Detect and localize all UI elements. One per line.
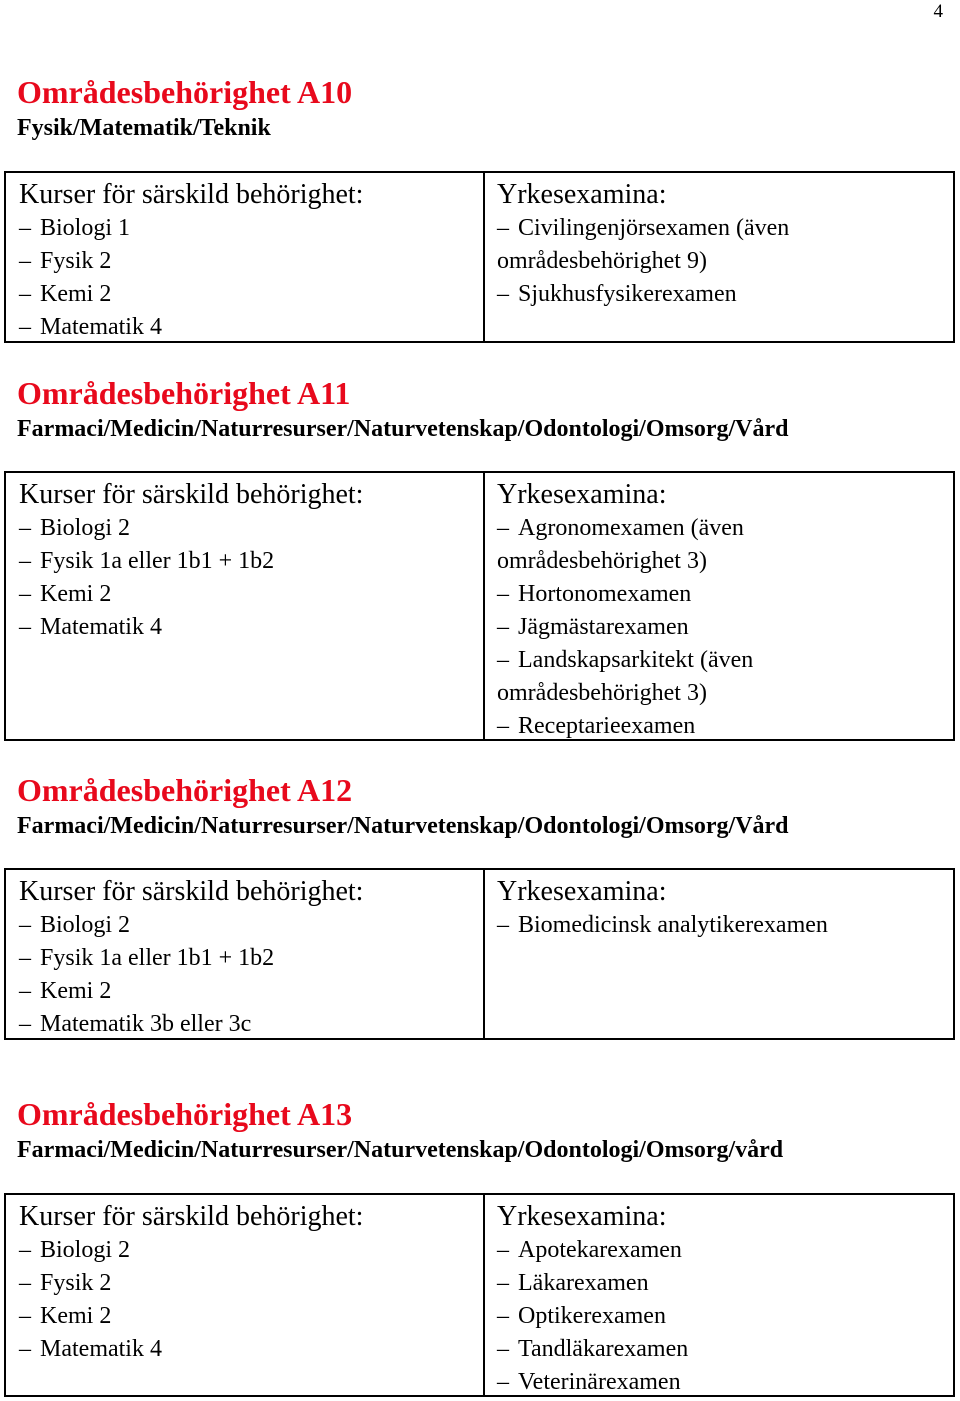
course-item [19,1333,483,1366]
dash-bullet: – [19,1237,31,1263]
dash-bullet: – [19,1270,31,1296]
requirements-table [4,171,955,343]
degree-label: Hortonomexamen [518,581,692,607]
degree-item [497,212,953,245]
degree-label: Läkarexamen [518,1270,649,1296]
course-label: Matematik 4 [40,314,162,340]
dash-bullet: – [19,248,31,274]
dash-bullet: – [497,1237,509,1263]
dash-bullet: – [497,1303,509,1329]
degree-item [497,1366,953,1399]
course-label: Biologi 2 [40,912,131,938]
course-item [19,212,483,245]
courses-column [6,473,485,739]
dash-bullet: – [19,978,31,1004]
course-item [19,545,483,578]
section-subtitle: Fysik/Matematik/Teknik [17,115,271,141]
degree-item [497,611,953,644]
course-item [19,512,483,545]
degree-item [497,578,953,611]
degree-item [497,1333,953,1366]
courses-list [19,1234,483,1366]
course-item [19,909,483,942]
course-item [19,611,483,644]
dash-bullet: – [19,1011,31,1037]
dash-bullet: – [497,515,509,541]
degree-label: Receptarieexamen [518,713,696,739]
degree-item [497,909,953,942]
dash-bullet: – [497,912,509,938]
degrees-column [485,1195,953,1395]
degree-item [497,1234,953,1267]
degrees-column [485,173,953,341]
degree-label: Veterinärexamen [518,1369,681,1395]
dash-bullet: – [497,1336,509,1362]
section-title: Områdesbehörighet A12 [17,772,353,808]
dash-bullet: – [497,713,509,739]
course-label: Fysik 2 [40,1270,112,1296]
courses-column [6,870,485,1038]
degrees-column [485,473,953,739]
courses-heading: Kurser för särskild behörighet: [19,179,364,210]
course-item [19,1008,483,1041]
dash-bullet: – [19,215,31,241]
courses-list [19,212,483,344]
degrees-column [485,870,953,1038]
section-subtitle: Farmaci/Medicin/Naturresurser/Naturvetenskap/Odontologi/Omsorg/Vård [17,416,789,442]
dash-bullet: – [19,1336,31,1362]
degrees-heading: Yrkesexamina: [497,479,667,510]
degree-label: Landskapsarkitekt (även [518,647,754,673]
dash-bullet: – [497,1369,509,1395]
degree-item [497,1300,953,1333]
dash-bullet: – [19,912,31,938]
degrees-heading: Yrkesexamina: [497,876,667,907]
degree-item [497,245,953,278]
course-label: Kemi 2 [40,978,112,1004]
degrees-list [497,212,953,311]
degree-label: Civilingenjörsexamen (även [518,215,790,241]
dash-bullet: – [497,1270,509,1296]
degree-item [497,512,953,545]
requirements-table [4,471,955,741]
dash-bullet: – [497,647,509,673]
courses-list [19,512,483,644]
course-item [19,578,483,611]
dash-bullet: – [19,1303,31,1329]
section-subtitle: Farmaci/Medicin/Naturresurser/Naturvetenskap/Odontologi/Omsorg/Vård [17,813,789,839]
course-label: Biologi 1 [40,215,131,241]
degree-item [497,710,953,743]
degree-label: Optikerexamen [518,1303,666,1329]
course-item [19,311,483,344]
course-item [19,1267,483,1300]
degree-item [497,644,953,677]
courses-heading: Kurser för särskild behörighet: [19,479,364,510]
dash-bullet: – [497,281,509,307]
dash-bullet: – [19,614,31,640]
dash-bullet: – [19,581,31,607]
course-label: Fysik 2 [40,248,112,274]
course-label: Kemi 2 [40,581,112,607]
degree-label: Tandläkarexamen [518,1336,689,1362]
dash-bullet: – [497,614,509,640]
degrees-heading: Yrkesexamina: [497,179,667,210]
degree-label: områdesbehörighet 3) [497,548,707,574]
course-item [19,1300,483,1333]
section-title: Områdesbehörighet A11 [17,375,351,411]
section-subtitle: Farmaci/Medicin/Naturresurser/Naturvetenskap/Odontologi/Omsorg/vård [17,1137,784,1163]
page-number: 4 [933,1,943,22]
degree-label: Agronomexamen (även [518,515,744,541]
course-label: Matematik 4 [40,1336,162,1362]
degrees-heading: Yrkesexamina: [497,1201,667,1232]
dash-bullet: – [19,281,31,307]
degree-item [497,545,953,578]
degree-label: områdesbehörighet 9) [497,248,707,274]
degrees-list [497,909,953,942]
courses-heading: Kurser för särskild behörighet: [19,876,364,907]
course-label: Kemi 2 [40,281,112,307]
dash-bullet: – [497,215,509,241]
degrees-list [497,512,953,743]
dash-bullet: – [19,548,31,574]
dash-bullet: – [497,581,509,607]
course-item [19,245,483,278]
degrees-list [497,1234,953,1399]
requirements-table [4,1193,955,1397]
course-item [19,942,483,975]
course-label: Biologi 2 [40,1237,131,1263]
degree-item [497,1267,953,1300]
degree-label: Jägmästarexamen [518,614,689,640]
section-title: Områdesbehörighet A13 [17,1096,353,1132]
courses-heading: Kurser för särskild behörighet: [19,1201,364,1232]
courses-column [6,173,485,341]
course-item [19,975,483,1008]
degree-label: områdesbehörighet 3) [497,680,707,706]
course-label: Kemi 2 [40,1303,112,1329]
course-item [19,1234,483,1267]
dash-bullet: – [19,515,31,541]
courses-list [19,909,483,1041]
courses-column [6,1195,485,1395]
section-title: Områdesbehörighet A10 [17,74,353,110]
dash-bullet: – [19,945,31,971]
course-label: Fysik 1a eller 1b1 + 1b2 [40,548,275,574]
course-label: Biologi 2 [40,515,131,541]
course-label: Matematik 4 [40,614,162,640]
course-item [19,278,483,311]
dash-bullet: – [19,314,31,340]
degree-label: Apotekarexamen [518,1237,682,1263]
requirements-table [4,868,955,1040]
degree-label: Biomedicinsk analytikerexamen [518,912,828,938]
degree-label: Sjukhusfysikerexamen [518,281,737,307]
course-label: Fysik 1a eller 1b1 + 1b2 [40,945,275,971]
course-label: Matematik 3b eller 3c [40,1011,252,1037]
degree-item [497,278,953,311]
degree-item [497,677,953,710]
